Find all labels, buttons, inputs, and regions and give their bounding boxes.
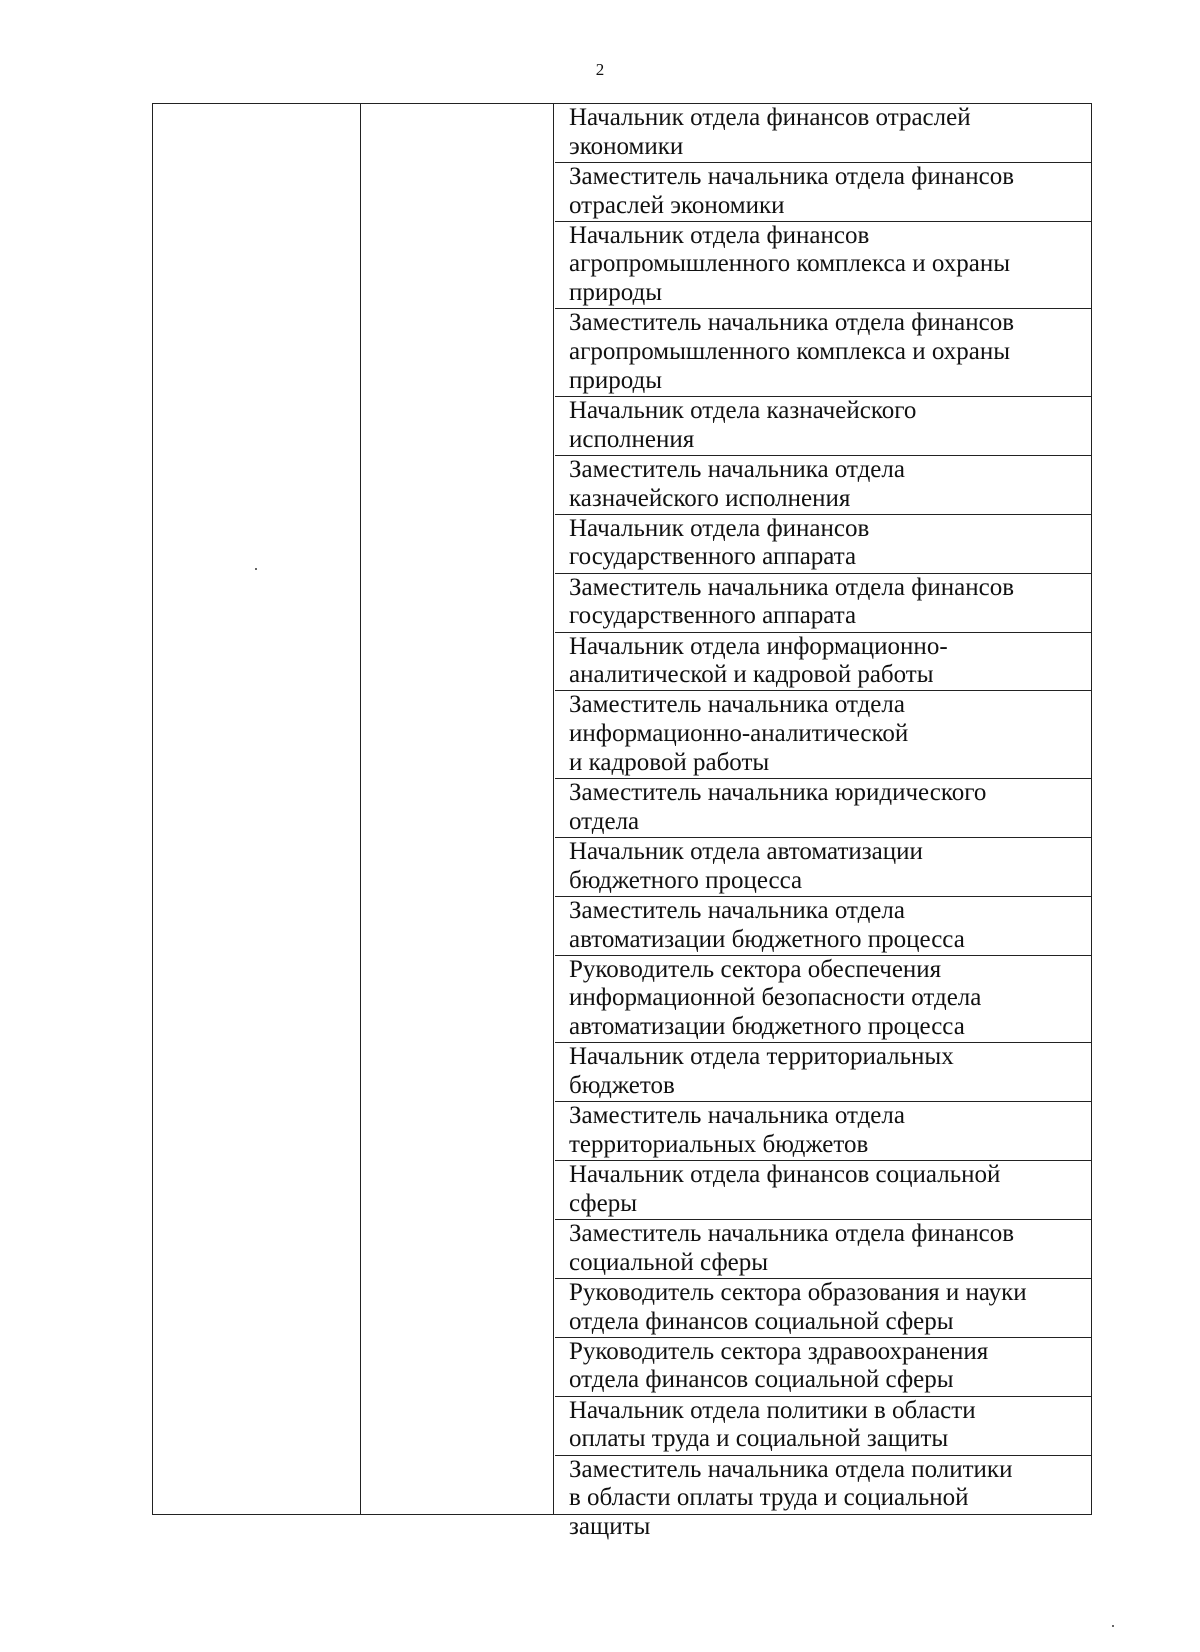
table-row bbox=[555, 691, 1091, 779]
position-title: Заместитель начальника отдела политики в области оплаты труда и социальной защиты bbox=[569, 1455, 1013, 1540]
position-title: Начальник отдела финансов социальной сферы bbox=[569, 1161, 1001, 1217]
position-title: Начальник отдела политики в области оплаты труда и социальной защиты bbox=[569, 1396, 976, 1453]
table-row bbox=[555, 574, 1091, 633]
table-row bbox=[555, 897, 1091, 956]
column-divider-2 bbox=[553, 104, 554, 1514]
page-number: 2 bbox=[595, 60, 605, 79]
table-row bbox=[555, 1456, 1091, 1544]
position-title: Начальник отдела территориальных бюджетов bbox=[569, 1043, 954, 1099]
table-row bbox=[555, 1397, 1091, 1456]
table-row bbox=[555, 515, 1091, 574]
position-title: Заместитель начальника отдела информационно-аналитической и кадровой работы bbox=[569, 691, 909, 776]
position-title: Заместитель начальника отдела финансов отраслей экономики bbox=[569, 162, 1015, 219]
positions-table bbox=[152, 103, 1092, 1540]
scan-speck bbox=[255, 568, 257, 570]
position-title: Руководитель сектора образования и науки отдела финансов социальной сферы bbox=[569, 1278, 1027, 1335]
table-row bbox=[555, 1220, 1091, 1279]
table-row bbox=[555, 633, 1091, 692]
position-title: Начальник отдела казначейского исполнения bbox=[569, 396, 917, 453]
table-row bbox=[555, 1279, 1091, 1338]
table-row bbox=[555, 456, 1091, 515]
table-row bbox=[555, 779, 1091, 838]
table-row bbox=[555, 1338, 1091, 1397]
position-title: Начальник отдела информационно- аналитической и кадровой работы bbox=[569, 632, 948, 689]
table-row bbox=[555, 222, 1091, 310]
scan-speck bbox=[1112, 1625, 1114, 1627]
table-row bbox=[555, 1102, 1091, 1161]
position-title: Заместитель начальника отдела финансов агропромышленного комплекса и охраны природы bbox=[569, 309, 1015, 394]
position-title: Начальник отдела финансов государственного аппарата bbox=[569, 514, 870, 571]
column-divider-1 bbox=[360, 104, 361, 1514]
position-title: Начальник отдела финансов отраслей экономики bbox=[569, 104, 971, 160]
position-title: Заместитель начальника отдела территориальных бюджетов bbox=[569, 1102, 905, 1158]
table-row bbox=[555, 397, 1091, 456]
position-title: Заместитель начальника отдела финансов государственного аппарата bbox=[569, 573, 1015, 630]
position-title: Начальник отдела финансов агропромышленного комплекса и охраны природы bbox=[569, 221, 1011, 307]
table-row bbox=[555, 309, 1091, 397]
table-row bbox=[555, 956, 1091, 1044]
positions-column bbox=[555, 104, 1092, 1540]
position-title: Начальник отдела автоматизации бюджетного процесса bbox=[569, 837, 923, 894]
table-row bbox=[555, 1161, 1091, 1220]
table-row bbox=[555, 1043, 1091, 1102]
table-row bbox=[555, 104, 1091, 163]
table-row bbox=[555, 838, 1091, 897]
position-title: Заместитель начальника отдела казначейского исполнения bbox=[569, 455, 905, 512]
position-title: Заместитель начальника отдела автоматизации бюджетного процесса bbox=[569, 896, 965, 953]
table-row bbox=[555, 163, 1091, 222]
position-title: Руководитель сектора обеспечения информационной безопасности отдела автоматизации бюджетного процесса bbox=[569, 955, 982, 1041]
position-title: Заместитель начальника юридического отдела bbox=[569, 779, 987, 835]
position-title: Руководитель сектора здравоохранения отдела финансов социальной сферы bbox=[569, 1337, 989, 1394]
position-title: Заместитель начальника отдела финансов социальной сферы bbox=[569, 1219, 1015, 1276]
